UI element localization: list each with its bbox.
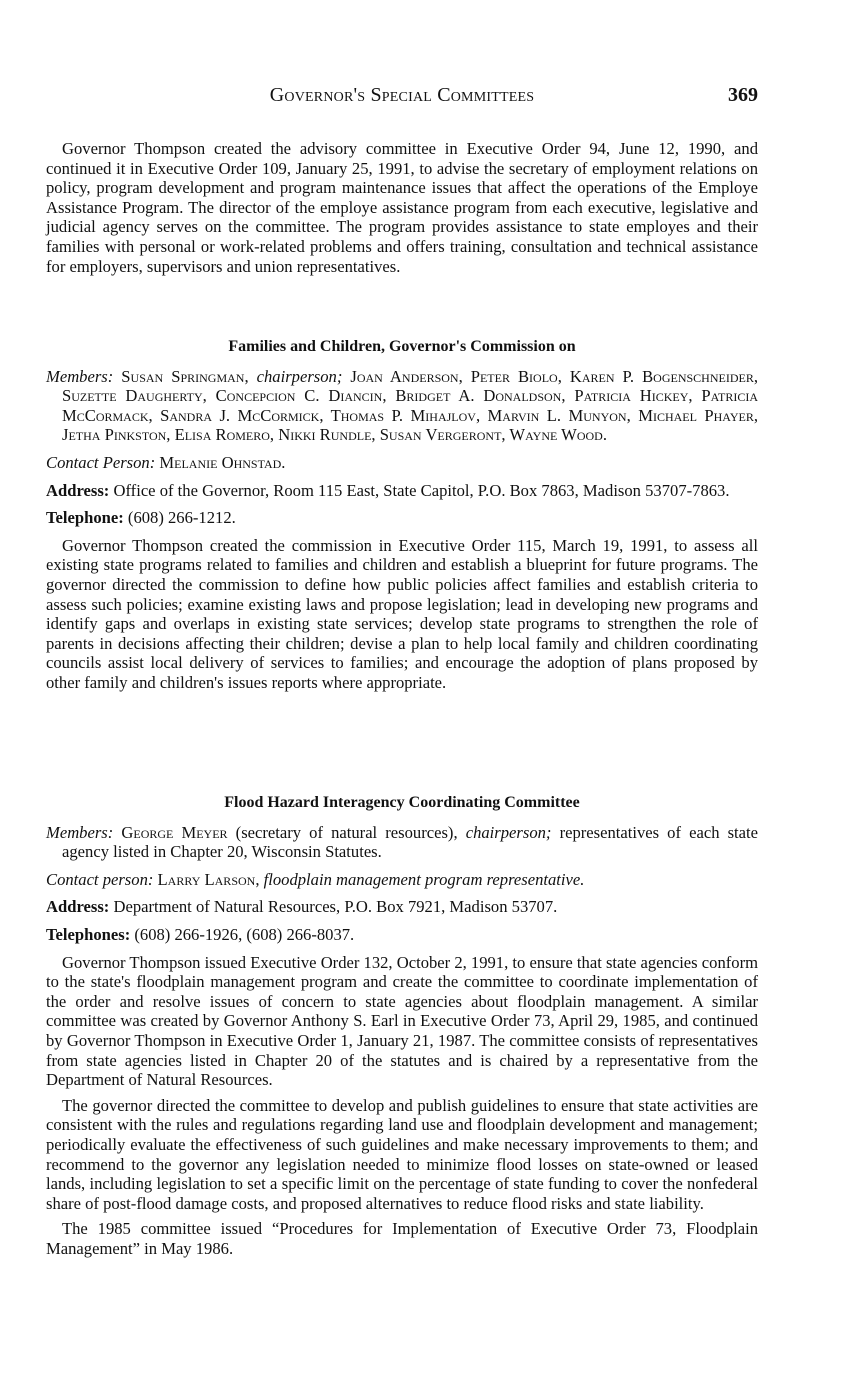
telephone-label: Telephones: bbox=[46, 924, 131, 944]
chair-title: (secretary of natural resources), bbox=[235, 822, 458, 842]
address-label: Address: bbox=[46, 480, 110, 500]
flood-paragraph-2: The governor directed the committee to develop and publish guidelines to ensure that state activities are consistent with the rules and regulations regarding land use and floodplain development and management; periodically evaluate the effectiveness of such guidelines and make necessary improvements to them; and recommend to the governor any legislation needed to minimize flood losses on state-owned or leased lands, including legislation to set a specific limit on the percentage of state funding to cover the nonfederal share of post-flood damage costs, and proposed alternatives to reduce flood risks and state liability. bbox=[46, 1095, 758, 1213]
telephone-value: (608) 266-1926, (608) 266-8037. bbox=[134, 924, 355, 944]
families-members bbox=[46, 367, 758, 445]
members-label: Members: bbox=[46, 366, 114, 386]
intro-paragraph: Governor Thompson created the advisory committee in Executive Order 94, June 12, 1990, and continued it in Executive Order 109, January 25, 1991, to advise the secretary of employment relations on policy, program development and program maintenance issues that affect the operations of the Employe Assistance Program. The director of the employe assistance program from each executive, legislative and judicial agency serves on the committee. The program provides assistance to state employes and their families with personal or work-related problems and offers training, consultation and technical assistance for employers, supervisors and union representatives. bbox=[46, 139, 758, 276]
flood-paragraph-3: The 1985 committee issued “Procedures for Implementation of Executive Order 73, Floodplain Management” in May 1986. bbox=[46, 1219, 758, 1258]
contact-name: Melanie Ohnstad. bbox=[159, 452, 286, 472]
chair-name: George Meyer bbox=[121, 822, 228, 842]
intro-section bbox=[46, 139, 758, 276]
members-list: Joan Anderson, Peter Biolo, Karen P. Bogenschneider, Suzette Daugherty, Concepcion C. Diancin, Bridget A. Donaldson, Patricia Hickey, Patricia McCormack, Sandra J. McCormick, Thomas P. Mihajlov, Marvin L. Munyon, Michael Phayer, Jetha Pinkston, Elisa Romero, Nikki Rundle, Susan Vergeront, Wayne Wood. bbox=[62, 366, 758, 445]
page-number: 369 bbox=[728, 84, 758, 106]
chair-name: Susan Springman, bbox=[121, 366, 249, 386]
flood-section bbox=[46, 793, 758, 1258]
document-page bbox=[46, 0, 758, 1380]
address-value: Department of Natural Resources, P.O. Box 7921, Madison 53707. bbox=[113, 897, 558, 917]
flood-contact bbox=[46, 870, 758, 890]
contact-name: Larry Larson, bbox=[157, 869, 260, 889]
contact-label: Contact person: bbox=[46, 869, 154, 889]
telephone-value: (608) 266-1212. bbox=[127, 508, 236, 528]
families-section bbox=[46, 337, 758, 693]
flood-telephone bbox=[46, 925, 758, 945]
flood-members bbox=[46, 823, 758, 862]
flood-paragraph-1: Governor Thompson issued Executive Order 132, October 2, 1991, to ensure that state agencies conform to the state's floodplain management program and create the committee to coordinate implementation of the order and resolve issues of concern to state agencies about floodplain management. A similar committee was created by Governor Anthony S. Earl in Executive Order 73, April 29, 1985, and continued by Governor Thompson in Executive Order 1, January 21, 1987. The committee consists of representatives from state agencies listed in Chapter 20 of the statutes and is chaired by a representative from the Department of Natural Resources. bbox=[46, 952, 758, 1090]
chair-role: chairperson; bbox=[465, 822, 552, 842]
running-head: Governor's Special Committees bbox=[269, 84, 535, 106]
telephone-label: Telephone: bbox=[46, 508, 124, 528]
address-value: Office of the Governor, Room 115 East, State Capitol, P.O. Box 7863, Madison 53707-7863. bbox=[113, 480, 730, 500]
contact-role: floodplain management program representative. bbox=[263, 869, 585, 889]
contact-label: Contact Person: bbox=[46, 452, 156, 472]
address-label: Address: bbox=[46, 897, 110, 917]
families-address bbox=[46, 481, 758, 501]
families-telephone bbox=[46, 508, 758, 528]
page-header bbox=[46, 86, 758, 110]
families-contact bbox=[46, 453, 758, 473]
families-paragraph: Governor Thompson created the commission in Executive Order 115, March 19, 1991, to assess all existing state programs related to families and children and establish a blueprint for future programs. The governor directed the commission to define how public policies affect families and establish criteria to assess such policies; examine existing laws and propose legislation; lead in developing new programs and identify gaps and overlaps in existing state services; develop state programs to strengthen the role of parents in decisions affecting their children; devise a plan to help local family and children coordinating councils assist local delivery of services to families; and encourage the adoption of plans proposed by other family and children's issues reports where appropriate. bbox=[46, 535, 758, 692]
flood-heading: Flood Hazard Interagency Coordinating Committee bbox=[224, 794, 580, 811]
members-rest: representatives of each state agency listed in Chapter 20, Wisconsin Statutes. bbox=[62, 822, 759, 862]
members-label: Members: bbox=[46, 822, 114, 842]
families-heading: Families and Children, Governor's Commission on bbox=[228, 338, 576, 355]
flood-address bbox=[46, 897, 758, 917]
chair-role: chairperson; bbox=[256, 366, 343, 386]
